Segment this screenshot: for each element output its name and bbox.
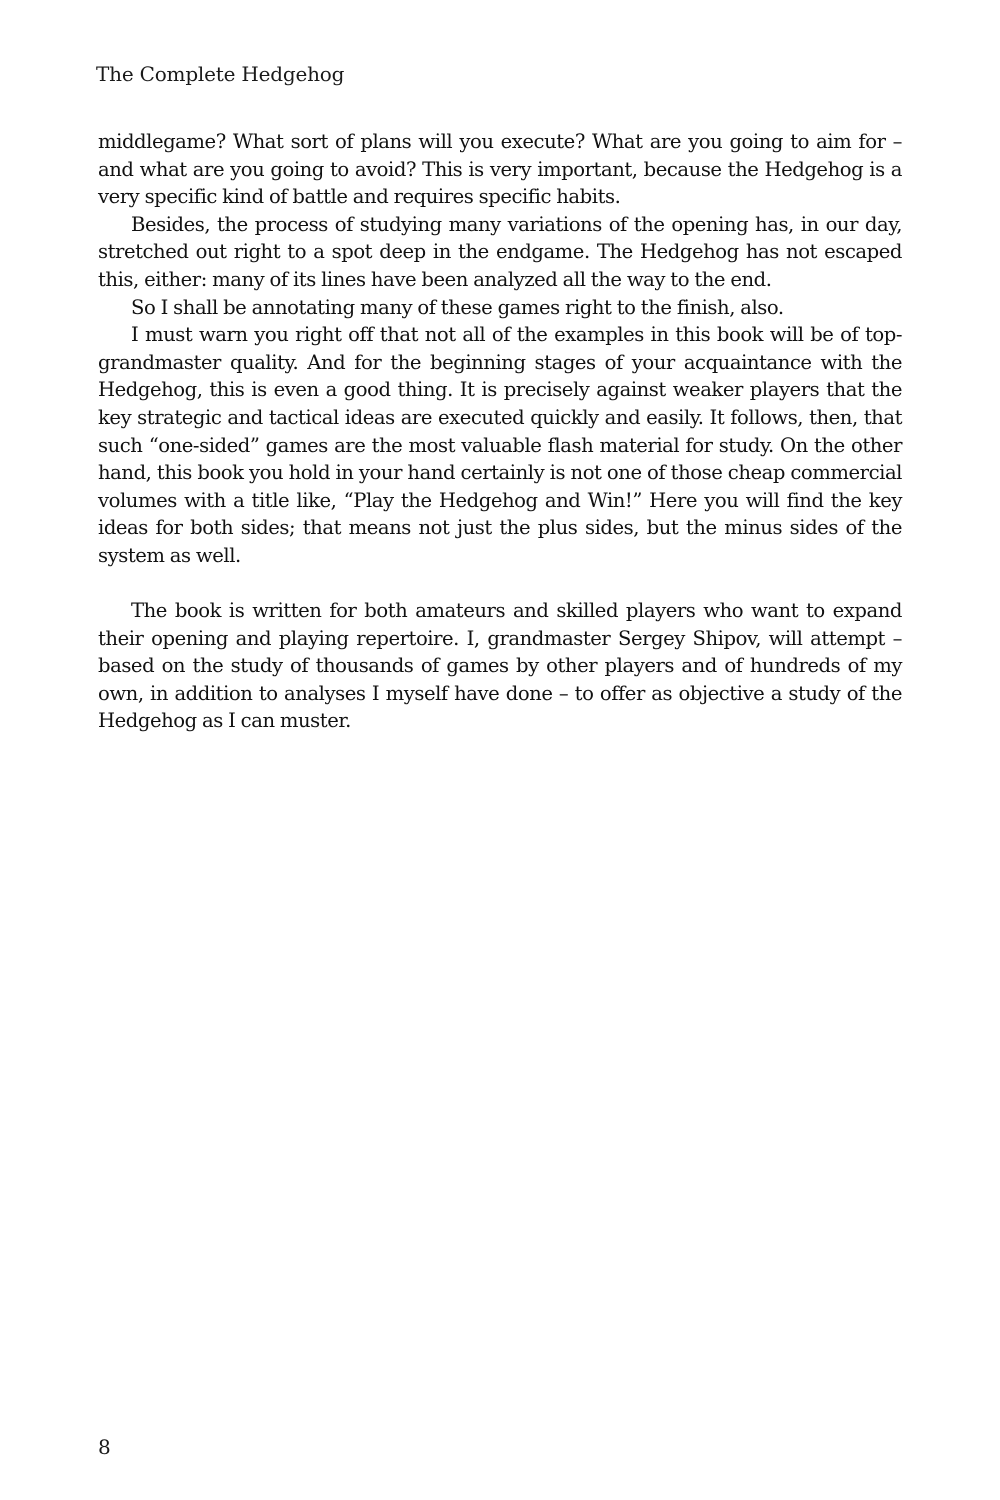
paragraph: So I shall be annotating many of these games right to the finish, also.	[131, 295, 784, 319]
page-number: 8	[98, 1435, 111, 1459]
running-header: The Complete Hedgehog	[96, 62, 345, 86]
paragraph: I must warn you right off that not all of the examples in this book will be of top-grandmaster quality. And for the beginning stages of your acquaintance with the Hedgehog, this is even a good thing. It is precisely against weaker players that the key strategic and tactical ideas are executed quickly and easily. It follows, then, that such “one-sided” games are the most valuable flash material for study. On the other hand, this book you hold in your hand certainly is not one of those cheap commercial volumes with a title like, “Play the Hedgehog and Win!” Here you will find the key ideas for both sides; that means not just the plus sides, but the minus sides of the system as well.	[98, 323, 902, 567]
paragraph-continued: middlegame? What sort of plans will you execute? What are you going to aim for – and what are you going to avoid? This is very important, because the Hedgehog is a very specific kind of battle and requires specific habits.	[98, 130, 902, 209]
paragraph: The book is written for both amateurs and skilled players who want to expand their opening and playing repertoire. I, grandmaster Sergey Shipov, will attempt – based on the study of thousands of games by other players and of hundreds of my own, in addition to analyses I myself have done – to offer as objective a study of the Hedgehog as I can muster.	[98, 599, 902, 733]
body-text	[98, 128, 902, 735]
paragraph: Besides, the process of studying many variations of the opening has, in our day, stretched out right to a spot deep in the endgame. The Hedgehog has not escaped this, either: many of its lines have been analyzed all the way to the end.	[98, 212, 902, 291]
